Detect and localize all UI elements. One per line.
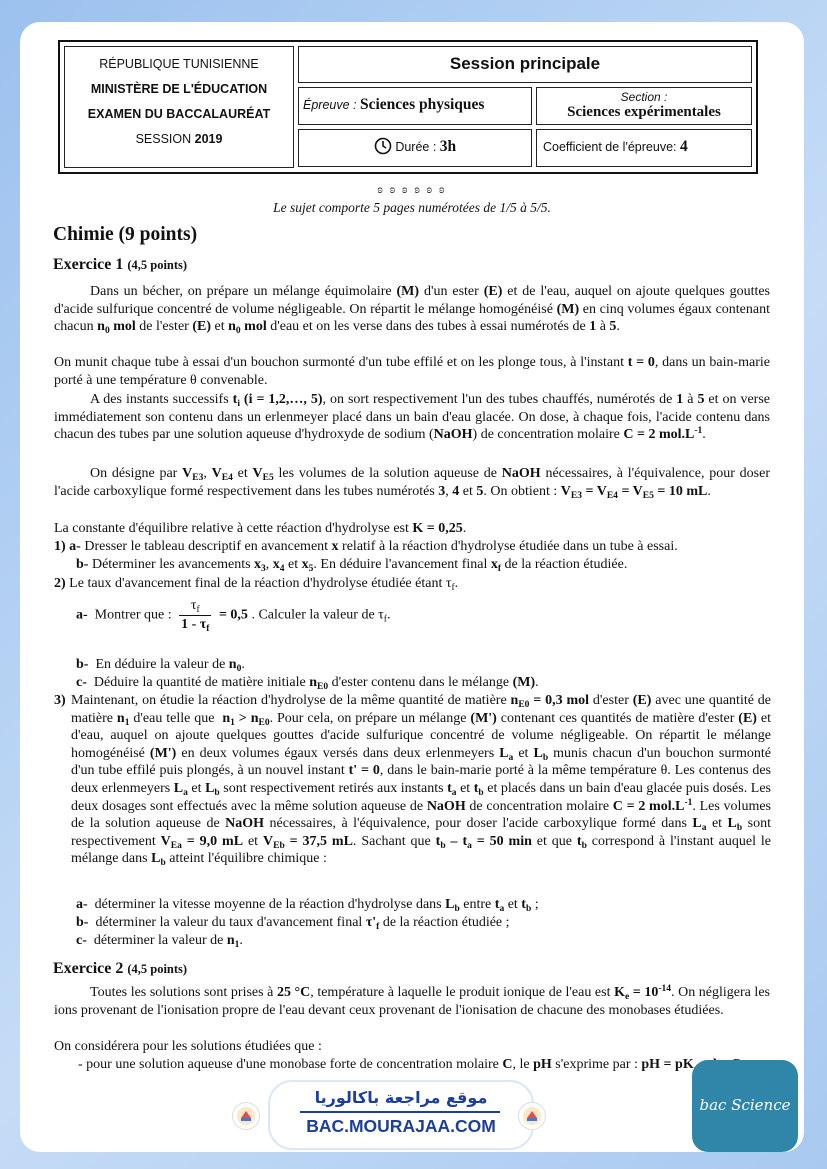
site-logo-icon-right	[518, 1102, 546, 1130]
ex1-q3-num: 3)	[54, 693, 66, 708]
ex1-q2a: a- Montrer que : $\frac{\tau_f}{1 - \tau_f}$ = 0,5 . Calculer la valeur de $\tau_f$.	[76, 598, 391, 634]
bac-science-badge[interactable]	[692, 1060, 798, 1152]
exam-header	[58, 40, 758, 174]
ex1-q3c: c- déterminer la valeur de $n_1$.	[76, 933, 243, 950]
site-logo-icon	[232, 1102, 260, 1130]
ex1-q2: 2) Le taux d'avancement final de la réaction d'hydrolyse étudiée étant $\tau_f$.	[54, 576, 459, 593]
exam-label: EXAMEN DU BACCALAURÉAT	[87, 107, 271, 121]
ex1-q1a: 1) a- Dresser le tableau descriptif en avancement x relatif à la réaction d'hydrolyse étudiée dans un tube à essai.	[54, 539, 678, 554]
site-banner[interactable]	[270, 1082, 532, 1148]
ex1-constant: La constante d'équilibre relative à cette réaction d'hydrolyse est K = 0,25.	[54, 521, 467, 536]
session-type: Session principale	[298, 46, 752, 83]
session-label: SESSION 2019	[135, 132, 223, 146]
header-left-block	[64, 46, 294, 168]
subject-note: Le sujet comporte 5 pages numérotées de 1/5 à 5/5.	[273, 200, 551, 215]
ex1-q2b: b- En déduire la valeur de $n_0$.	[76, 657, 245, 674]
ex2-paragraph-2: On considérera pour les solutions étudiées que :	[54, 1039, 322, 1054]
duree-cell: Durée : 3h	[298, 129, 532, 167]
bac-science-label: bac Science	[699, 1096, 791, 1114]
republic-label: RÉPUBLIQUE TUNISIENNE	[99, 57, 259, 71]
ex1-paragraph-3: A des instants successifs $t_i$ (i = 1,2,…, 5), on sort respectivement l'un des tubes chauffés, numérotés de 1 à 5 et on verse immédiatement son contenu dans un erlenmeyer placé dans un bain d'eau glacée. On dose, à chaque fois, l'acide contenu dans chacun des tubes par une solution aqueuse d'hydroxyde de sodium (NaOH) de concentration molaire C = 2 $mol.L^{-1}$.	[54, 392, 770, 443]
clock-icon	[374, 137, 392, 155]
ornament: ʚ ʚ ʚ ʚ ʚ ʚ	[377, 182, 447, 196]
ex1-paragraph-2: On munit chaque tube à essai d'un bouchon surmonté d'un tube effilé et on les plonge tous, à l'instant t = 0, dans un bain-marie porté à une température θ convenable.	[54, 355, 771, 388]
ex1-q3: Maintenant, on étudie la réaction d'hydrolyse de la même quantité de matière $n_{E0} = 0,3$ mol d'ester (E) avec une quantité de matière $n_1$ d'eau telle que $n_1 > n_{E0}$. Pour cela, on prépare un mélange (M') contenant ces quantités de matière d'ester (E) et d'eau, auquel on ajoute quelques gouttes d'acide sulfurique concentré de volume négligeable. On répartit le mélange homogénéisé (M') en deux volumes égaux versés dans deux erlenmeyers $L_a$ et $L_b$ munis chacun d'un bouchon surmonté d'un tube effilé puis plongés, à un nouvel instant t' = 0, dans le bain-marie porté à la même température θ. Les contenus des deux erlenmeyers $L_a$ et $L_b$ sont respectivement retirés aux instants $t_a$ et $t_b$ et placés dans un bain d'eau glacée puis dosés. Les deux dosages sont effectués avec la même solution aqueuse de NaOH de concentration molaire C = 2 $mol.L^{-1}$. Les volumes de la solution aqueuse de NaOH nécessaires, à l'équivalence, pour doser l'acide carboxylique formé dans $L_a$ et $L_b$ sont respectivement $V_{Ea} = 9,0$ mL et $V_{Eb} = 37,5$ mL. Sachant que $t_b - t_a = 50$ min et que $t_b$ correspond à l'instant auquel le mélange dans $L_b$ atteint l'équilibre chimique :	[71, 693, 772, 869]
exam-page	[20, 22, 804, 1152]
banner-underline	[300, 1111, 500, 1113]
epreuve-cell: Épreuve : Sciences physiques	[298, 87, 532, 125]
exercise-1-title: Exercice 1 (4,5 points)	[53, 256, 188, 273]
banner-url[interactable]: BAC.MOURAJAA.COM	[306, 1116, 496, 1136]
exercise-2-title: Exercice 2 (4,5 points)	[53, 960, 188, 977]
ex1-q3a: a- déterminer la vitesse moyenne de la réaction d'hydrolyse dans $L_b$ entre $t_a$ et $t_b$ ;	[76, 897, 539, 914]
ex2-paragraph-1: Toutes les solutions sont prises à 25 °C, température à laquelle le produit ionique de l'eau est $K_e = 10^{-14}$. On négligera les ions provenant de l'ionisation propre de l'eau devant ceux provenant de l'ionisation de chacune des monobases étudiées.	[54, 984, 770, 1018]
chimie-title: Chimie (9 points)	[53, 224, 198, 245]
ex1-paragraph-4: On désigne par $V_{E3}$, $V_{E4}$ et $V_{E5}$ les volumes de la solution aqueuse de NaOH nécessaires, à l'équivalence, pour doser l'acide carboxylique formé respectivement dans les tubes numérotés 3, 4 et 5. On obtient : $V_{E3} = V_{E4} = V_{E5} = 10$ mL.	[54, 466, 771, 501]
ministry-label: MINISTÈRE DE L'ÉDUCATION	[90, 82, 268, 96]
ex1-q3b: b- déterminer la valeur du taux d'avancement final $\tau'_f$ de la réaction étudiée ;	[76, 915, 510, 932]
banner-arabic-title: موقع مراجعة باكالوريا	[314, 1088, 488, 1107]
ex1-q2c: c- Déduire la quantité de matière initiale $n_{E0}$ d'ester contenu dans le mélange (M).	[76, 675, 539, 692]
ex2-bullet-1: - pour une solution aqueuse d'une monobase forte de concentration molaire C, le pH s'exprime par : pH = pK	[78, 1057, 694, 1072]
ex1-paragraph-1: Dans un bécher, on prépare un mélange équimolaire (M) d'un ester (E) et de l'eau, auquel on ajoute quelques gouttes d'acide sulfurique concentré de volume négligeable. On répartit le mélange homogénéisé (M) en cinq volumes égaux contenant chacun $n_0$ mol de l'ester (E) et $n_0$ mol d'eau et on les verse dans des tubes à essai numérotés de 1 à 5.	[54, 284, 771, 337]
ex1-q1b: b- Déterminer les avancements $x_3$, $x_4$ et $x_5$. En déduire l'avancement final $x_f$ de la réaction étudiée.	[76, 557, 628, 574]
section-cell: Section : Sciences expérimentales	[536, 87, 752, 125]
coef-cell: Coefficient de l'épreuve: 4	[536, 129, 752, 167]
